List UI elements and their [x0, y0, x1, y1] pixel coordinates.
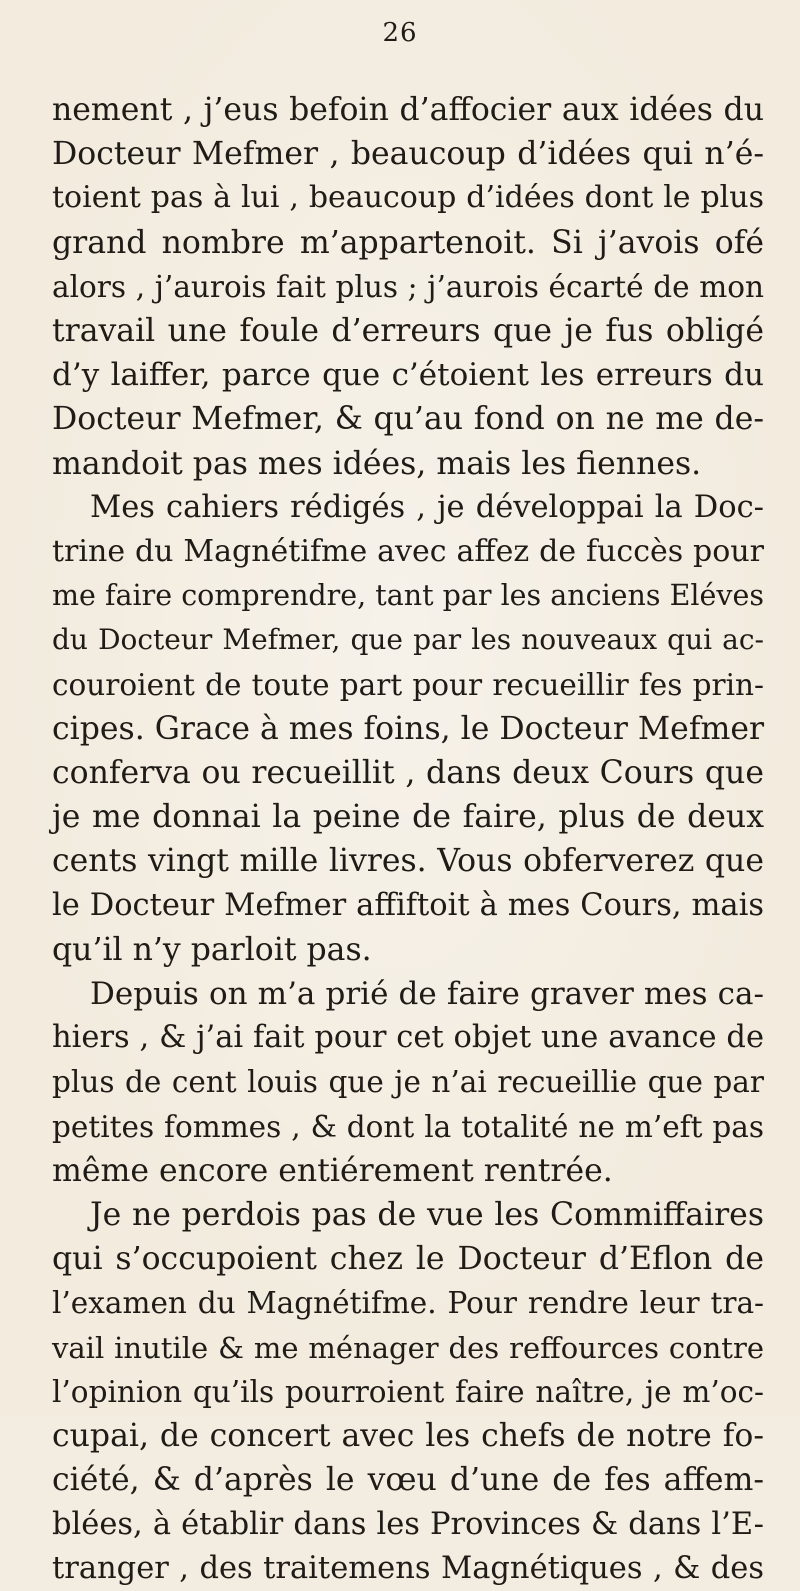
text-line: alors , j’aurois fait plus ; j’aurois écarté de mon	[52, 269, 764, 304]
text-line: je me donnai la peine de faire, plus de deux	[52, 799, 764, 836]
text-line: blées, à établir dans les Provinces & dans l’E-	[52, 1506, 764, 1542]
text-line: qui s’occupoient chez le Docteur d’Eflon de	[52, 1241, 764, 1278]
text-line: Je ne perdois pas de vue les Commiffaires	[90, 1197, 764, 1234]
body-text	[52, 88, 764, 1591]
text-line: Docteur Mefmer, & qu’au fond on ne me de-	[52, 401, 764, 438]
text-line: même encore entiérement rentrée.	[52, 1152, 613, 1189]
text-line: Depuis on m’a prié de faire graver mes ca-	[90, 976, 764, 1013]
text-line: vail inutile & me ménager des reffources contre	[52, 1330, 764, 1365]
text-line: couroient de toute part pour recueillir fes prin-	[52, 667, 764, 702]
text-line: tranger , des traitemens Magnétiques , & des	[52, 1550, 764, 1586]
text-line: nement , j’eus befoin d’affocier aux idées du	[52, 92, 764, 128]
text-line: cents vingt mille livres. Vous obferverez que	[52, 843, 764, 880]
text-line: plus de cent louis que je n’ai recueillie que par	[52, 1065, 764, 1100]
text-line: du Docteur Mefmer, que par les nouveaux qui ac-	[52, 623, 764, 657]
text-line: ciété, & d’après le vœu d’une de fes affem-	[52, 1462, 764, 1499]
text-line: le Docteur Mefmer affiftoit à mes Cours, mais	[52, 887, 764, 923]
text-line: me faire comprendre, tant par les anciens Eléves	[52, 579, 764, 613]
text-line: grand nombre m’appartenoit. Si j’avois ofé	[52, 224, 764, 261]
text-line: cipes. Grace à mes foins, le Docteur Mefmer	[52, 710, 765, 747]
text-line: mandoit pas mes idées, mais les fiennes.	[52, 445, 702, 482]
text-line: conferva ou recueillit , dans deux Cours que	[52, 755, 764, 792]
page-number: 26	[382, 18, 418, 48]
text-line: trine du Magnétifme avec affez de fuccès pour	[52, 534, 764, 570]
text-line: travail une foule d’erreurs que je fus obligé	[52, 313, 764, 350]
text-line: petites fommes , & dont la totalité ne m’eft pas	[52, 1109, 764, 1144]
text-line: l’examen du Magnétifme. Pour rendre leur tra-	[52, 1286, 764, 1321]
text-line: qu’il n’y parloit pas.	[52, 931, 372, 968]
text-line: hiers , & j’ai fait pour cet objet une avance de	[52, 1020, 764, 1056]
text-line: d’y laiffer, parce que c’étoient les erreurs du	[52, 357, 764, 394]
text-line: cupai, de concert avec les chefs de notre fo-	[52, 1418, 764, 1455]
text-line: toient pas à lui , beaucoup d’idées dont le plus	[52, 180, 764, 216]
text-line: l’opinion qu’ils pourroient faire naître, je m’oc-	[52, 1374, 764, 1409]
text-line: Mes cahiers rédigés , je développai la Doc-	[90, 489, 764, 525]
text-line: Docteur Mefmer , beaucoup d’idées qui n’é-	[52, 136, 764, 173]
